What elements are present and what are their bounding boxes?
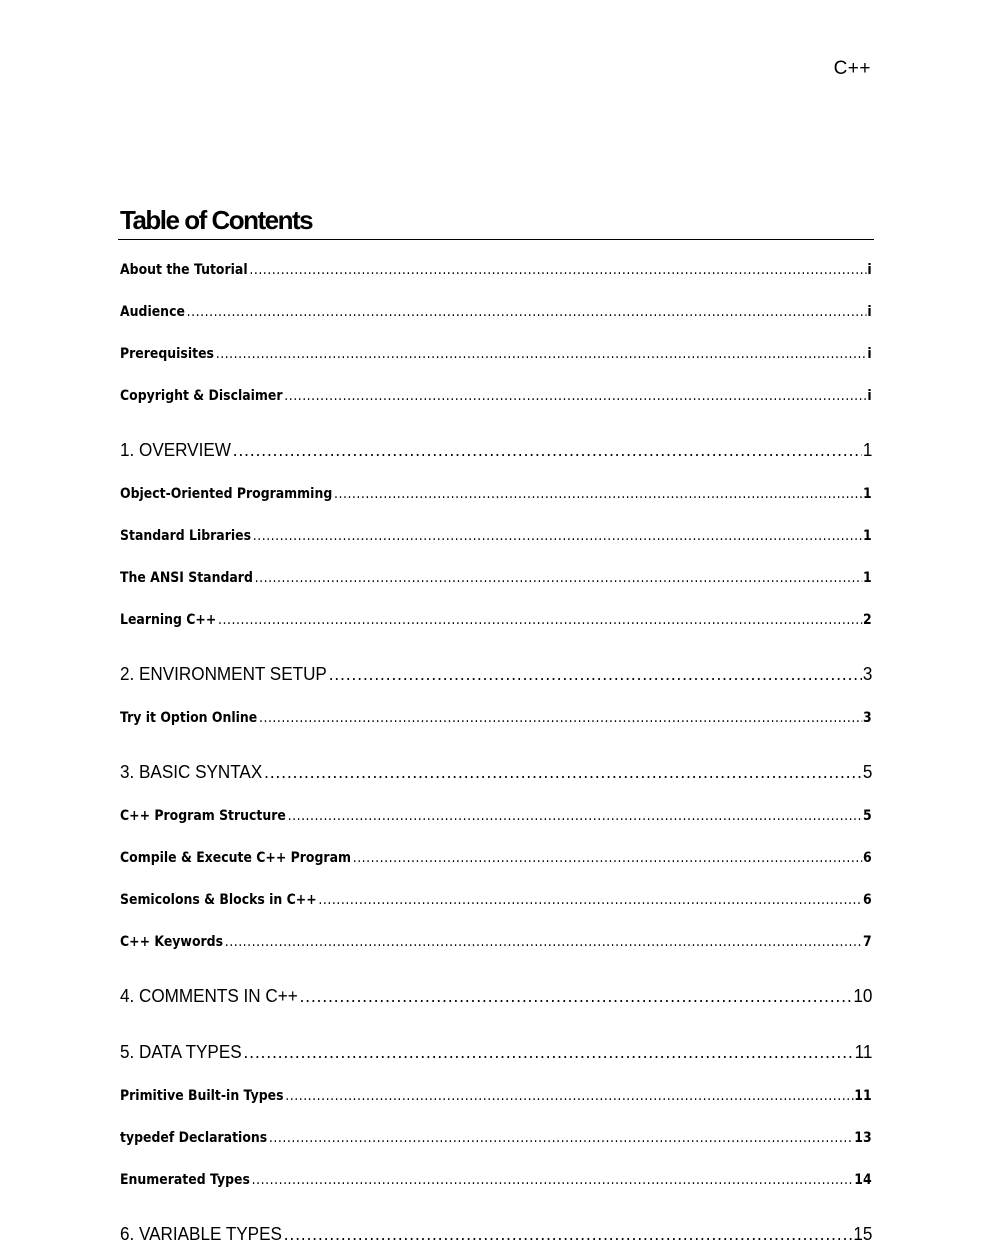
toc-entry-page: 1	[862, 440, 873, 460]
toc-entry-label: Prerequisites	[120, 346, 214, 362]
toc-entry-label: 1. OVERVIEW	[120, 440, 231, 460]
toc-entry-label: C++ Program Structure	[120, 808, 286, 824]
toc-entry-label: Enumerated Types	[120, 1172, 250, 1188]
toc-entry-oop[interactable]	[120, 487, 872, 502]
toc-leader-dots	[353, 851, 862, 866]
toc-entry-try-online[interactable]	[120, 711, 872, 726]
toc-entry-semicolons-blocks[interactable]	[120, 893, 872, 908]
toc-entry-page: 5	[862, 808, 872, 824]
toc-entry-copyright[interactable]	[120, 389, 872, 404]
toc-leader-dots	[285, 1089, 853, 1104]
toc-entry-label: Try it Option Online	[120, 710, 258, 726]
toc-entry-page: 7	[862, 934, 872, 950]
toc-entry-page: 10	[853, 986, 873, 1006]
toc-leader-dots	[269, 1131, 854, 1146]
toc-entry-comments[interactable]	[120, 987, 872, 1005]
toc-leader-dots	[284, 389, 866, 404]
toc-title: Table of Contents	[120, 205, 313, 235]
toc-leader-dots	[253, 529, 862, 544]
toc-entry-page: i	[867, 304, 872, 320]
toc-entry-about-tutorial[interactable]	[120, 263, 872, 278]
toc-leader-dots	[284, 1225, 853, 1243]
toc-entry-environment-setup[interactable]	[120, 665, 872, 683]
toc-entry-overview[interactable]	[120, 441, 872, 459]
toc-entry-page: 3	[862, 664, 873, 684]
toc-entry-label: C++ Keywords	[120, 934, 224, 950]
toc-entry-page: 6	[862, 850, 872, 866]
toc-entry-ansi-standard[interactable]	[120, 571, 872, 586]
toc-entry-basic-syntax[interactable]	[120, 763, 872, 781]
toc-entry-page: 5	[862, 762, 873, 782]
toc-leader-dots	[218, 613, 862, 628]
toc-entry-label: 4. COMMENTS IN C++	[120, 986, 298, 1006]
toc-entry-variable-types[interactable]	[120, 1225, 872, 1243]
toc-entry-page: 1	[862, 486, 872, 502]
toc-leader-dots	[249, 263, 866, 278]
toc-leader-dots	[318, 893, 862, 908]
toc-entry-page: 11	[854, 1088, 872, 1104]
toc-leader-dots	[252, 1173, 854, 1188]
toc-entry-label: 6. VARIABLE TYPES	[120, 1224, 282, 1244]
toc-entry-prerequisites[interactable]	[120, 347, 872, 362]
toc-entry-enumerated-types[interactable]	[120, 1173, 872, 1188]
toc-entry-keywords[interactable]	[120, 935, 872, 950]
toc-entry-label: Copyright & Disclaimer	[120, 388, 283, 404]
toc-entry-page: 6	[862, 892, 872, 908]
toc-entry-page: 2	[862, 612, 872, 628]
toc-entry-page: i	[867, 262, 872, 278]
toc-entry-page: 13	[854, 1130, 872, 1146]
toc-entry-label: Audience	[120, 304, 185, 320]
table-of-contents	[120, 0, 872, 1253]
toc-leader-dots	[264, 763, 862, 781]
toc-entry-page: 14	[854, 1172, 872, 1188]
toc-leader-dots	[259, 711, 862, 726]
toc-entry-page: i	[867, 346, 872, 362]
toc-entry-label: Standard Libraries	[120, 528, 252, 544]
toc-entry-page: 11	[854, 1042, 873, 1062]
toc-entry-page: i	[867, 388, 872, 404]
toc-leader-dots	[233, 441, 862, 459]
toc-entry-page: 1	[862, 570, 872, 586]
toc-leader-dots	[288, 809, 862, 824]
toc-entry-label: Learning C++	[120, 612, 217, 628]
toc-entry-label: 5. DATA TYPES	[120, 1042, 242, 1062]
toc-entry-label: The ANSI Standard	[120, 570, 253, 586]
toc-entry-data-types[interactable]	[120, 1043, 872, 1061]
toc-leader-dots	[255, 571, 862, 586]
toc-entry-label: 3. BASIC SYNTAX	[120, 762, 263, 782]
toc-entry-page: 1	[862, 528, 872, 544]
toc-entry-standard-libraries[interactable]	[120, 529, 872, 544]
toc-entry-label: Compile & Execute C++ Program	[120, 850, 351, 866]
toc-entry-label: Semicolons & Blocks in C++	[120, 892, 317, 908]
toc-entry-page: 3	[862, 710, 872, 726]
toc-entry-label: Object-Oriented Programming	[120, 486, 333, 502]
toc-leader-dots	[187, 305, 867, 320]
toc-entry-label: About the Tutorial	[120, 262, 248, 278]
toc-entry-primitive-types[interactable]	[120, 1089, 872, 1104]
toc-leader-dots	[329, 665, 862, 683]
toc-leader-dots	[244, 1043, 854, 1061]
toc-leader-dots	[300, 987, 853, 1005]
toc-entry-label: typedef Declarations	[120, 1130, 268, 1146]
toc-leader-dots	[334, 487, 862, 502]
toc-entry-learning-cpp[interactable]	[120, 613, 872, 628]
toc-entry-compile-execute[interactable]	[120, 851, 872, 866]
toc-entry-program-structure[interactable]	[120, 809, 872, 824]
running-header: C++	[833, 58, 871, 79]
toc-entry-label: 2. ENVIRONMENT SETUP	[120, 664, 327, 684]
toc-entry-audience[interactable]	[120, 305, 872, 320]
toc-leader-dots	[225, 935, 862, 950]
toc-entry-typedef[interactable]	[120, 1131, 872, 1146]
toc-entry-label: Primitive Built-in Types	[120, 1088, 284, 1104]
toc-leader-dots	[216, 347, 867, 362]
toc-entry-page: 15	[853, 1224, 873, 1244]
